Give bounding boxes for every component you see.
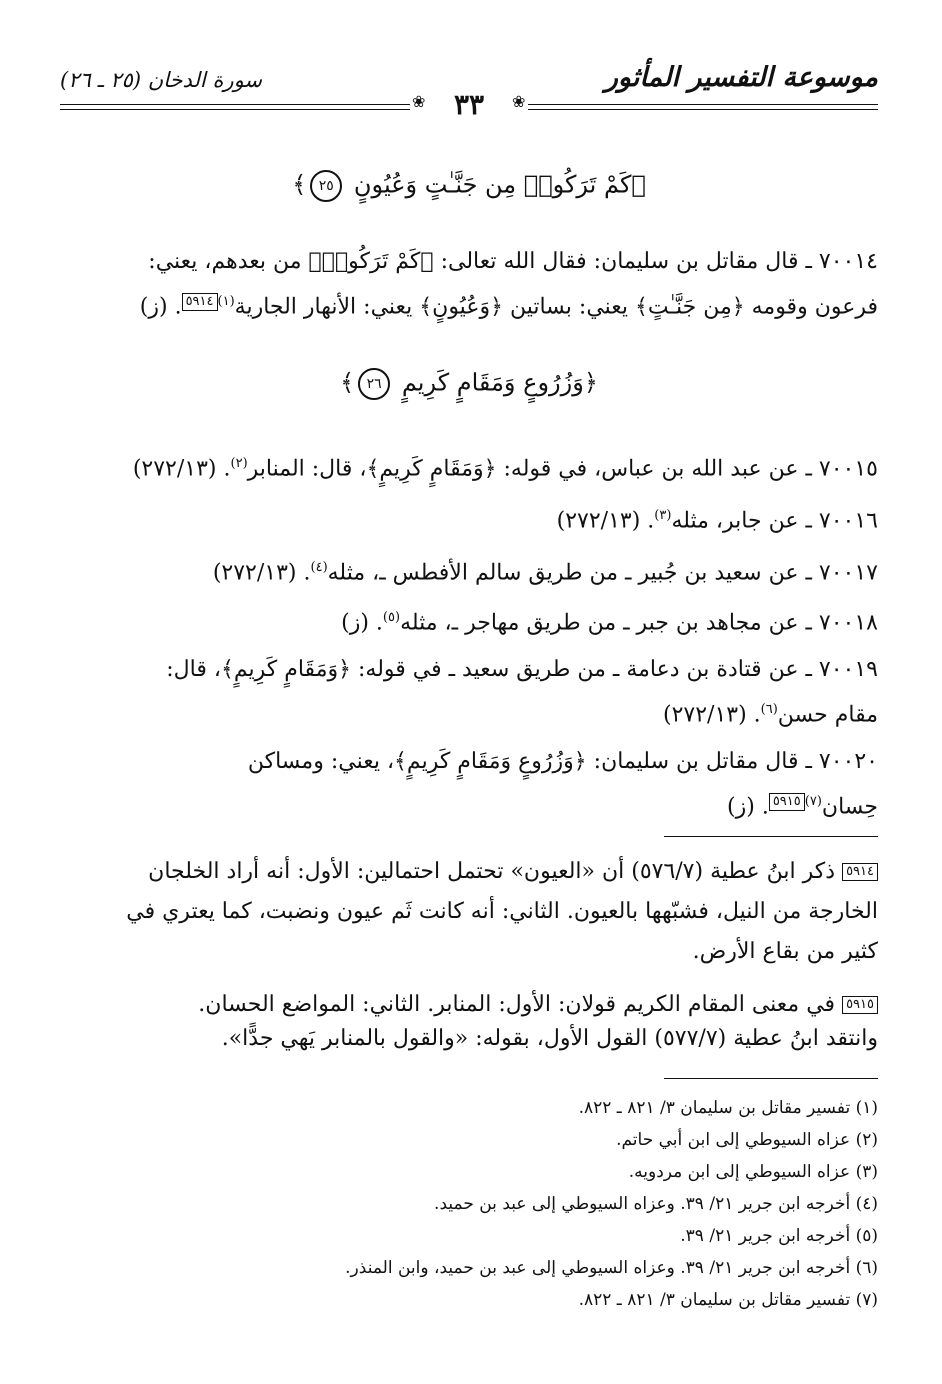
footnote: (٧) تفسير مقاتل بن سليمان ٣/ ٨٢١ ـ ٨٢٢. bbox=[578, 1290, 878, 1310]
note-line: ٥٩١٥ في معنى المقام الكريم قولان: الأول: المنابر. الثاني: المواضع الحسان. bbox=[66, 988, 878, 1022]
book-title: موسوعة التفسير المأثور bbox=[604, 62, 878, 93]
entry-line: ٧٠٠٢٠ ـ قال مقاتل بن سليمان: ﴿وَزُرُوعٍ وَمَقَامٍ كَرِيمٍ﴾، يعني: ومساكن bbox=[247, 749, 878, 774]
footnotes-separator bbox=[664, 1078, 878, 1079]
ornament-icon: ❀ bbox=[512, 92, 526, 111]
note-5914 bbox=[66, 852, 878, 972]
verse-25 bbox=[60, 170, 878, 202]
entry-line: ٧٠٠١٤ ـ قال مقاتل بن سليمان: فقال الله تعالى: ﴿كَمْ تَرَكُوا۟﴾ من بعدهم، يعني: bbox=[148, 249, 878, 274]
footnote-ref: (٦) bbox=[760, 702, 778, 717]
entry-70018: ٧٠٠١٨ ـ عن مجاهد بن جبر ـ من طريق مهاجر ـ، مثله$^{(٥)}$. (ز) bbox=[341, 610, 878, 636]
entry-70016: ٧٠٠١٦ ـ عن جابر، مثله$^{(٣)}$. (٢٧٢/١٣) bbox=[556, 508, 878, 534]
ayah-number-badge: ٢٥ bbox=[310, 170, 342, 202]
note-line: ٥٩١٤ ذكر ابنُ عطية (٥٧٦/٧) أن «العيون» تحتمل احتمالين: الأول: أنه أراد الخلجان bbox=[66, 852, 878, 892]
page-header bbox=[60, 62, 878, 122]
entry-70019 bbox=[66, 650, 878, 735]
note-ref-box: ٥٩١٤ bbox=[182, 293, 218, 311]
footnote: (٦) أخرجه ابن جرير ٢١/ ٣٩. وعزاه السيوطي إلى عبد بن حميد، وابن المنذر. bbox=[345, 1258, 878, 1278]
verse-text: ﴿كَمْ تَرَكُوا۟ مِن جَنَّـٰتٍ وَعُيُونٍ bbox=[353, 170, 646, 199]
note-5915 bbox=[66, 988, 878, 1056]
entry-70017: ٧٠٠١٧ ـ عن سعيد بن جُبير ـ من طريق سالم الأفطس ـ، مثله$^{(٤)}$. (٢٧٢/١٣) bbox=[212, 560, 878, 586]
header-rule-left bbox=[60, 104, 410, 110]
surah-label: سورة الدخان (٢٥ ـ ٢٦) bbox=[60, 68, 263, 92]
footnote-ref: (٢) bbox=[230, 456, 248, 471]
entry-70020 bbox=[66, 742, 878, 827]
note-line: وانتقد ابنُ عطية (٥٧٧/٧) القول الأول، بقوله: «والقول بالمنابر يَهي جدًّا». bbox=[221, 1026, 878, 1051]
footnote: (٥) أخرجه ابن جرير ٢١/ ٣٩. bbox=[680, 1226, 878, 1246]
ornament-icon: ❀ bbox=[412, 92, 426, 111]
footnote-ref: (٥) bbox=[382, 610, 401, 625]
footnote: (٣) عزاه السيوطي إلى ابن مردويه. bbox=[628, 1162, 878, 1182]
verse-close: ﴾ bbox=[340, 368, 355, 397]
entry-70014 bbox=[66, 242, 878, 327]
verse-text: ﴿وَزُرُوعٍ وَمَقَامٍ كَرِيمٍ bbox=[401, 368, 598, 397]
footnotes bbox=[66, 1092, 878, 1316]
footnote-ref: (١) bbox=[217, 294, 235, 309]
footnote-ref: (٣) bbox=[654, 508, 672, 523]
header-rule-right bbox=[528, 104, 878, 110]
footnote: (٢) عزاه السيوطي إلى ابن أبي حاتم. bbox=[616, 1130, 878, 1150]
verse-26 bbox=[60, 368, 878, 400]
footnote-ref: (٧) bbox=[804, 794, 822, 809]
note-number-box: ٥٩١٥ bbox=[842, 996, 878, 1014]
entry-line: حِسان$^{(٧)}$٥٩١٥. (ز) bbox=[727, 794, 878, 820]
notes-separator bbox=[664, 836, 878, 837]
entry-line: ٧٠٠١٩ ـ عن قتادة بن دعامة ـ من طريق سعيد ـ في قوله: ﴿وَمَقَامٍ كَرِيمٍ﴾، قال: bbox=[166, 657, 878, 682]
footnote-ref: (٤) bbox=[310, 560, 328, 575]
entry-line: فرعون وقومه ﴿مِن جَنَّـٰتٍ﴾ يعني: بساتين ﴿وَعُيُونٍ﴾ يعني: الأنهار الجارية$^{(١)}$٥٩١٤. (ز) bbox=[139, 294, 878, 320]
entry-line: مقام حسن$^{(٦)}$. (٢٧٢/١٣) bbox=[662, 702, 878, 728]
note-number-box: ٥٩١٤ bbox=[842, 863, 878, 881]
footnote: (٤) أخرجه ابن جرير ٢١/ ٣٩. وعزاه السيوطي إلى عبد بن حميد. bbox=[434, 1194, 878, 1214]
page-number: ٣٣ bbox=[453, 88, 485, 121]
footnote: (١) تفسير مقاتل بن سليمان ٣/ ٨٢١ ـ ٨٢٢. bbox=[578, 1098, 878, 1118]
verse-close: ﴾ bbox=[292, 170, 307, 199]
note-line: الخارجة من النيل، فشبّهها بالعيون. الثاني: أنه كانت ثَم عيون ونضبت، كما يعتري في bbox=[126, 899, 878, 924]
entry-70015: ٧٠٠١٥ ـ عن عبد الله بن عباس، في قوله: ﴿وَمَقَامٍ كَرِيمٍ﴾، قال: المنابر$^{(٢)}$. (٢٧٢/١٣) bbox=[132, 456, 878, 482]
ayah-number-badge: ٢٦ bbox=[358, 368, 390, 400]
note-ref-box: ٥٩١٥ bbox=[769, 793, 805, 811]
note-line: كثير من بقاع الأرض. bbox=[692, 939, 878, 964]
